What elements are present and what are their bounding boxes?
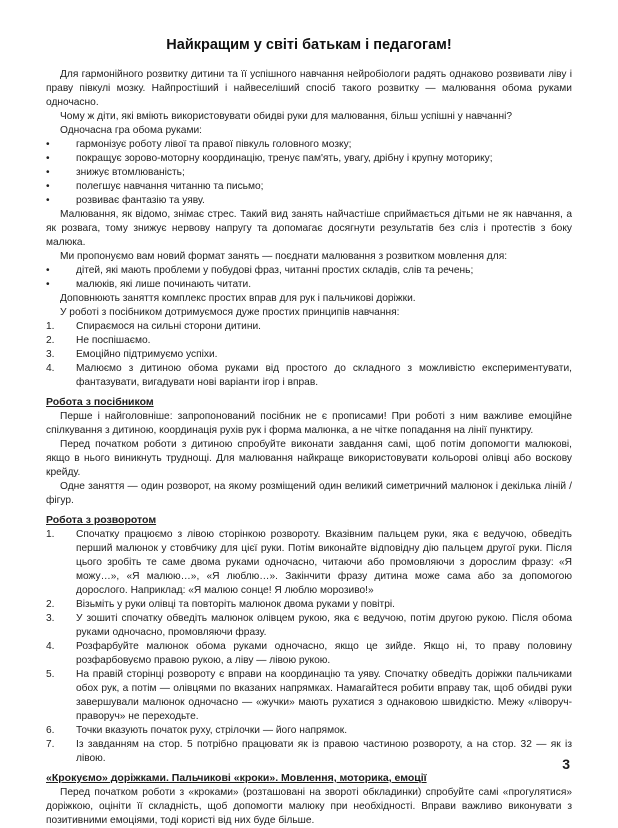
list-item: 4. Малюємо з дитиною обома руками від простого до складного з можливістю експериментувати, фантазувати, вигадувати нові варіанти ігор і вправ. xyxy=(46,363,572,388)
principles-lead: У роботі з посібником дотримуємося дуже простих принципів навчання: xyxy=(60,307,400,318)
list-item: 5. На правій сторінці розвороту є вправи на координацію та уяву. Спочатку обведіть доріжки пальчиками обох рук, а потім — олівцями по вказаних напрямках. Намагайтеся робити вправу так, щоб обидві руки завершували малюнок одночасно — «жучки» мають рухатися з однаковою швидкістю. Межу «ліворуч-праворуч» не переходьте. xyxy=(46,669,572,722)
list-item: • розвиває фантазію та уяву. xyxy=(46,194,572,208)
spread-steps-list xyxy=(46,528,572,766)
page-title: Найкращим у світі батькам і педагогам! xyxy=(166,37,452,53)
list-item: 7. Із завданням на стор. 5 потрібно працювати як із правою частиною розвороту, а на стор. 32 — як із лівою. xyxy=(46,739,572,764)
list-item: 6. Точки вказують початок руху, стрілочки — його напрямок. xyxy=(46,725,348,736)
format-paragraph: Ми пропонуємо вам новий формат занять — поєднати малювання з розвитком мовлення для: xyxy=(60,251,508,262)
principles-list xyxy=(46,320,572,390)
list-item: 3. Емоційно підтримуємо успіхи. xyxy=(46,349,218,360)
section-heading-spread: Робота з розворотом xyxy=(46,514,157,526)
list-item: 3. У зошиті спочатку обведіть малюнок олівцем рукою, яка є ведучою, потім другою рукою. Після обома руками одночасно, промовляючи фразу. xyxy=(46,613,572,638)
intro-question: Чому ж діти, які вміють використовувати обидві руки для малювання, більш успішні у навчанні? xyxy=(60,111,513,122)
list-item: • дітей, які мають проблеми у побудові фраз, читанні простих складів, слів та речень; xyxy=(46,264,572,278)
manual-paragraph: Перед початком роботи з дитиною спробуйте виконати завдання самі, щоб потім допомогти малюкові, якщо в нього виникнуть труднощі. Для малювання найкраще використовувати кольорові олівці або воскову крейду. xyxy=(46,439,572,478)
stress-paragraph: Малювання, як відомо, знімає стрес. Такий вид занять найчастіше сприймається дітьми не як навчання, а як розвага, тому знижує нервову напругу та допомагає досягнути результатів без сліз і протестів з боку малюка. xyxy=(46,209,572,248)
manual-paragraph: Одне заняття — один розворот, на якому розміщений один великий симетричний малюнок і декілька ліній / фігур. xyxy=(46,481,572,506)
list-item: • покращує зорово-моторну координацію, тренує пам'ять, увагу, дрібну і крупну моторику; xyxy=(46,152,572,166)
list-item: • гармонізує роботу лівої та правої півкуль головного мозку; xyxy=(46,138,572,152)
page-number: 3 xyxy=(562,756,570,772)
list-item: 1. Спираємося на сильні сторони дитини. xyxy=(46,321,262,332)
section-heading-steps: «Крокуємо» доріжками. Пальчикові «кроки». Мовлення, моторика, емоції xyxy=(46,772,427,784)
exercises-paragraph: Доповнюють заняття комплекс простих вправ для рук і пальчикові доріжки. xyxy=(60,293,416,304)
benefits-list xyxy=(46,138,572,208)
list-item: • знижує втомлюваність; xyxy=(46,166,572,180)
manual-paragraph: Перше і найголовніше: запропонований посібник не є прописами! При роботі з ним важливе емоційне спілкування з дитиною, координація рухів рук і форма малюнка, а не чітке попадання на лінії пунктиру. xyxy=(46,411,572,436)
list-item: • полегшує навчання читанню та письмо; xyxy=(46,180,572,194)
list-item: 2. Візьміть у руки олівці та повторіть малюнок двома руками у повітрі. xyxy=(46,599,395,610)
audience-list xyxy=(46,264,572,292)
steps-paragraph: Перед початком роботи з «кроками» (розташовані на звороті обкладинки) спробуйте самі «прогулятися» доріжкою, оцініти її складність, щоб допомогти малюку при необхідності. Вправи важливо виконувати з позитивними емоціями, тоді користі від них буде більше. xyxy=(46,787,572,826)
benefits-lead: Одночасна гра обома руками: xyxy=(60,125,202,136)
section-heading-manual: Робота з посібником xyxy=(46,396,154,408)
intro-paragraph: Для гармонійного розвитку дитини та її успішного навчання нейробіологи радять однаково розвивати ліву і праву півкулі мозку. Найпростіший і найвеселіший спосіб такого розвитку — малювання обома руками одночасно. xyxy=(46,69,572,108)
list-item: • малюків, які лише починають читати. xyxy=(46,278,572,292)
list-item: 4. Розфарбуйте малюнок обома руками одночасно, якщо це зийде. Якщо ні, то праву половину розфарбовуємо правою рукою, а ліву — лівою рукою. xyxy=(46,641,572,666)
list-item: 2. Не поспішаємо. xyxy=(46,335,151,346)
list-item: 1. Спочатку працюємо з лівою сторінкою розвороту. Вказівним пальцем руки, яка є ведучою, обведіть перший малюнок у стовбчику для цієї руки. Потім виконайте відповідну дію пальцем другої руки. Після цього зробіть те саме двома руками одночасно, читаючи або промовляючи з дорослим фразу: «Я можу…», «Я малюю…», «Я люблю…». Закінчити фразу дитина може сама або за допомогою дорослого. Наприклад: «Я малюю сонце! Я люблю морозиво!» xyxy=(46,529,572,596)
